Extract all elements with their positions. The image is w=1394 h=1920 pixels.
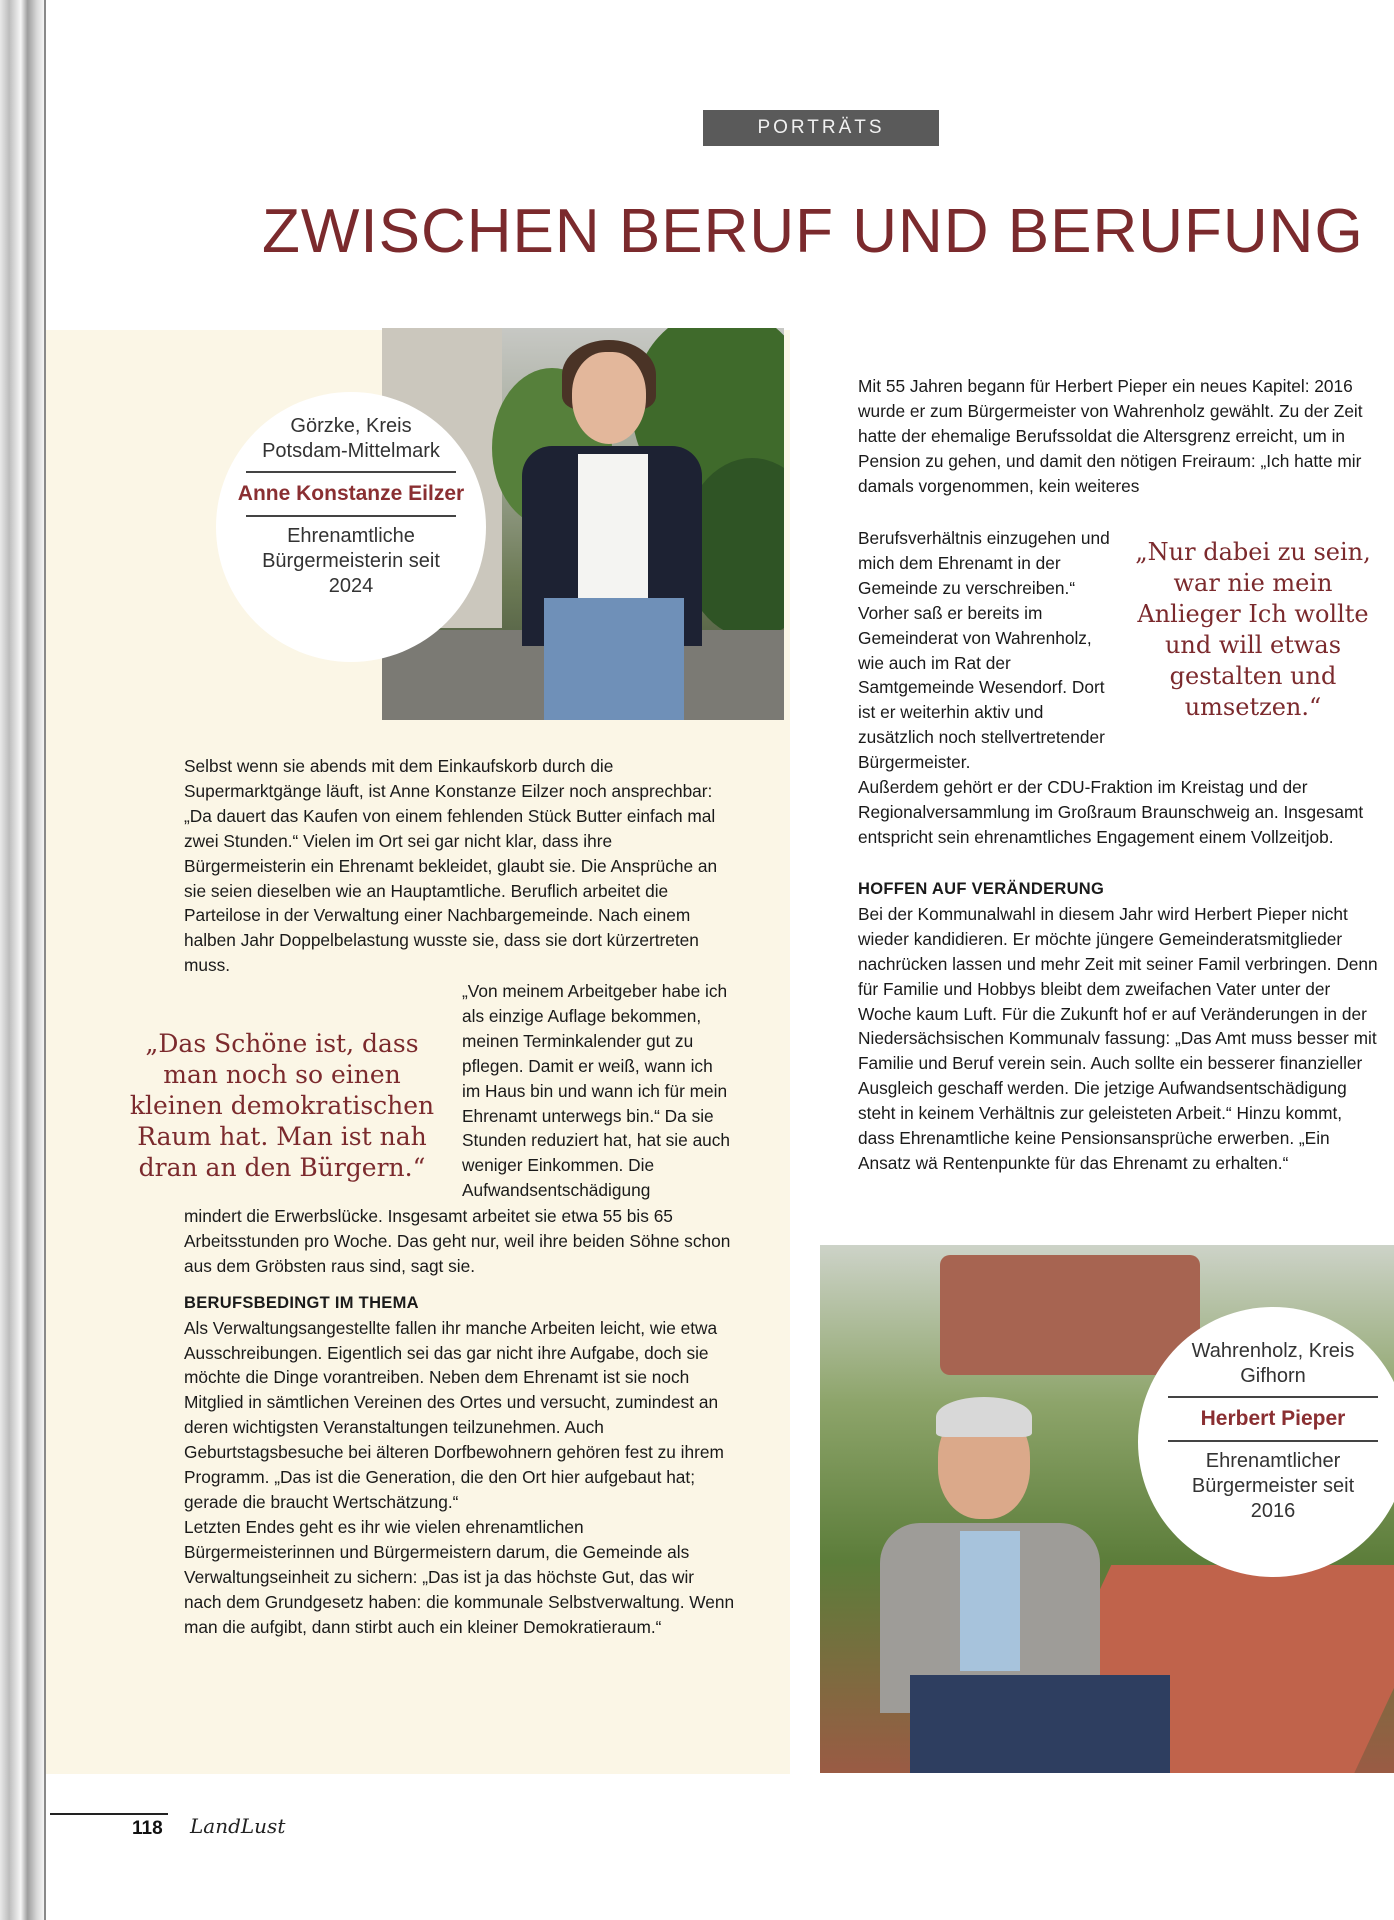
article-body-right-narrow [858,526,1120,775]
paragraph: Außerdem gehört er der CDU-Fraktion im Kreistag und der Regionalversammlung im Großraum Braunschweig an. Insgesamt entspricht sein ehrenamtliches Engagement einem Vollzeitjob. [858,777,1364,847]
caption-place: Görzke, Kreis Potsdam-Mittelmark [262,415,440,462]
paragraph: Berufsverhältnis einzugehen und mich dem Ehrenamt in der Gemeinde zu verschreiben.“ Vorher saß er bereits im Gemeinderat von Wahrenholz, wie auch im Rat der Samtgemeinde Wesendorf. Dort ist er weiterhin aktiv und zusätzlich noch stellvertretender Bürgermeister. [858,528,1110,773]
subheading: BERUFSBEDINGT IM THEMA [184,1293,419,1312]
paragraph: Bei der Kommunalwahl in diesem Jahr wird Herbert Pieper nicht wieder kandidieren. Er möchte jüngere Gemeinderatsmitglieder nachrücken lassen und mehr Zeit mit seiner Famil verbringen. Denn für Familie und Hobbys bleibt dem zweifachen Vater unter der Woche kaum Luft. Für die Zukunft hof er auf Veränderungen in der Niedersächsischen Kommunalv fassung: „Das Amt muss besser mit Familie und Beruf verein sein. Auch sollte ein besserer finanzieller Ausgleich geschaff werden. Die jetzige Aufwandsentschädigung steht in keinem Verhältnis zur geleisteten Arbeit.“ Hinzu kommt, dass Ehrenamtliche keine Pensionsansprüche erwerben. „Ein Ansatz wä Rentenpunkte für das Ehrenamt zu erhalten.“ [858,903,1378,1173]
caption-name: Anne Konstanze Eilzer [237,482,465,505]
article-body-right-low [858,877,1378,1176]
caption-circle-eilzer [216,392,486,662]
footer-rule [50,1813,168,1815]
article-body-right-mid [858,775,1378,850]
article-body-left [184,754,736,978]
paragraph: „Von meinem Arbeitgeber habe ich als einzige Auflage bekommen, meinen Terminkalender gut zu pflegen. Damit er weiß, wann ich im Haus bin und wann ich für mein Ehrenamt unterwegs bin.“ Da sie Stunden reduziert hat, hat sie auch weniger Einkommen. Die Aufwandsentschädigung [462,981,731,1201]
paragraph: Selbst wenn sie abends mit dem Einkaufskorb durch die Supermarktgänge läuft, ist Anne Konstanze Eilzer noch ansprechbar: „Da dauert das Kaufen von einem fehlenden Stück Butter einfach mal zwei Stunden.“ Vielen im Ort sei gar nicht klar, dass ihre Bürgermeisterin ein Ehrenamt bekleidet, glaubt sie. Die Ansprüche an sie seien dieselben wie an Hauptamtliche. Beruflich arbeitet die Parteilose in der Verwaltung einer Nachbargemeinde. Nach einem halben Jahr Doppelbelastung wusste sie, dass sie dort kürzertreten muss. [184,756,718,976]
caption-role: Ehrenamtliche Bürgermeisterin seit 2024 [262,525,440,597]
magazine-spine [0,0,46,1920]
caption-divider [1168,1396,1378,1398]
caption-divider [1168,1440,1378,1442]
caption-divider [246,515,456,517]
caption-divider [246,471,456,473]
caption-circle-pieper [1138,1307,1394,1577]
section-tag: PORTRÄTS [703,110,939,146]
headline: ZWISCHEN BERUF UND BERUFUNG [262,197,1364,266]
paragraph: Mit 55 Jahren begann für Herbert Pieper ein neues Kapitel: 2016 wurde er zum Bürgermeister von Wahrenholz gewählt. Zu der Zeit hatte der ehemalige Berufssoldat die Altersgrenz erreicht, um in Pension zu gehen, und damit den nötigen Freiraum: „Ich hatte mir damals vorgenommen, kein weiteres [858,376,1363,496]
caption-name: Herbert Pieper [1200,1407,1346,1430]
paragraph: Als Verwaltungsangestellte fallen ihr manche Arbeiten leicht, wie etwa Ausschreibungen. Eigentlich sei das gar nicht ihre Aufgabe, doch sie möchte die Dinge vorantreiben. Neben dem Ehrenamt ist sie noch Mitglied in sämtlichen Vereinen des Ortes und versucht, zumindest an deren wichtigsten Veranstaltungen teilzunehmen. Auch Geburtstagsbesuche bei älteren Dorfbewohnern gehören fest zu ihrem Programm. „Das ist die Generation, die den Ort hier aufgebaut hat; gerade die braucht Wertschätzung.“ [184,1317,724,1512]
article-body-right [858,374,1378,499]
paragraph: Letzten Endes geht es ihr wie vielen ehrenamtlichen Bürgermeisterinnen und Bürgermeistern darum, die Gemeinde als Verwaltungseinheit zu sichern: „Das ist ja das höchste Gut, das wir nach dem Grundgesetz haben: die kommunale Selbstverwaltung. Wenn man die aufgibt, dann stirbt auch ein kleiner Demokratieraum.“ [184,1516,735,1637]
article-body-left-narrow [462,979,734,1203]
page-number: 118 [132,1818,163,1839]
caption-role: Ehrenamtlicher Bürgermeister seit 2016 [1191,1450,1355,1522]
pull-quote-left: „Das Schöne ist, dass man noch so einen kleinen demokratischen Raum hat. Man ist nah dran an den Bürgern.“ [129,1029,435,1182]
magazine-logo: LandLust [190,1814,286,1838]
paragraph: mindert die Erwerbslücke. Insgesamt arbeitet sie etwa 55 bis 65 Arbeitsstunden pro Woche. Das geht nur, weil ihre beiden Söhne schon aus dem Gröbsten raus sind, sagt sie. [184,1206,731,1276]
article-body-left-continued [184,1204,736,1639]
caption-place: Wahrenholz, Kreis Gifhorn [1191,1340,1355,1387]
subheading: HOFFEN AUF VERÄNDERUNG [858,880,1105,898]
pull-quote-right: „Nur dabei zu sein, war nie mein Anlieger Ich wollte und will etwas gestalten und umsetzen.“ [1135,538,1371,721]
